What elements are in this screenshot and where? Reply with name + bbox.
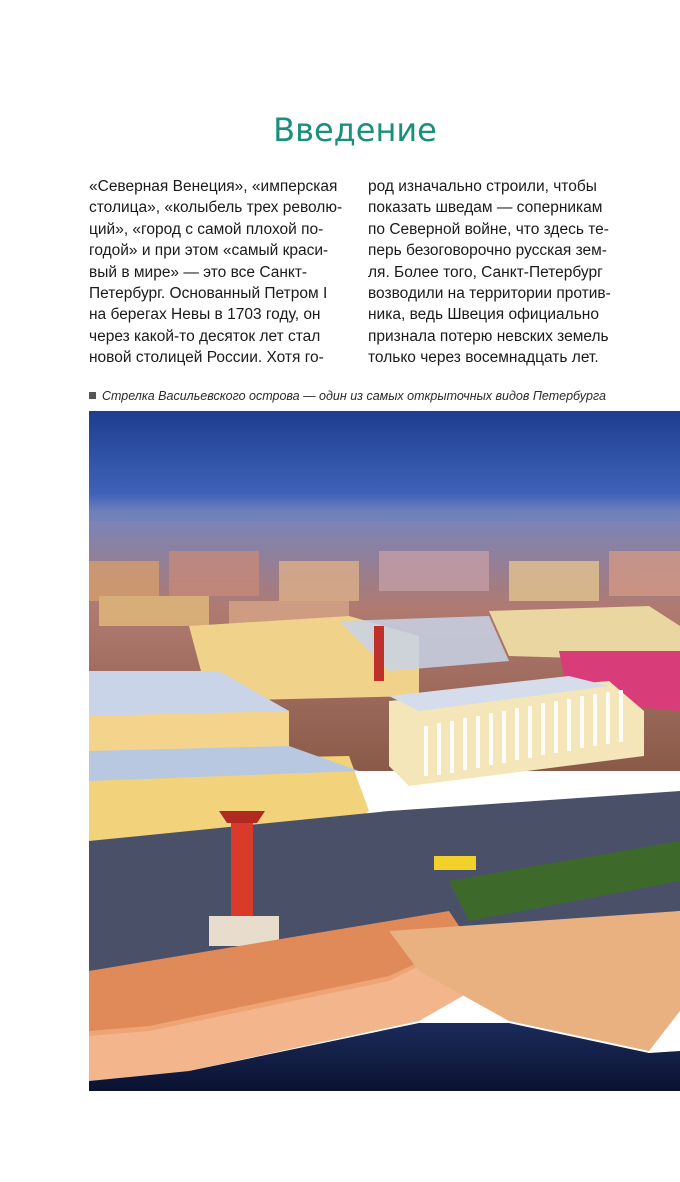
text-line: Петербург. Основанный Петром I [89,285,328,303]
text-line: ника, ведь Швеция официально [368,306,599,324]
text-line: род изначально строили, чтобы [368,178,597,195]
text-line: на берегах Невы в 1703 году, он [89,306,321,324]
text-line: признала потерю невских земель [368,327,609,345]
text-line: по Северной войне, что здесь те- [368,220,609,238]
text-line: ций», «город с самой плохой по- [89,220,324,238]
square-bullet-icon [89,392,96,399]
text-line: через какой-то десяток лет стал [89,327,321,345]
text-line: ля. Более того, Санкт-Петербург [368,263,603,281]
text-line: только через восемнадцать лет. [368,349,599,367]
text-line: перь безоговорочно русская зем- [368,242,607,260]
yellow-bus [434,856,476,870]
rostral-column [231,821,253,921]
text-line: показать шведам — соперникам [368,199,603,217]
photo-caption [89,388,680,404]
sky [89,411,680,521]
text-line: годой» и при этом «самый краси- [89,242,329,260]
text-line: «Северная Венеция», «имперская [89,178,338,195]
text-line: столица», «колыбель трех револю- [89,199,343,217]
text-line: новой столицей России. Хотя го- [89,349,324,367]
caption-text: Стрелка Васильевского острова — один из самых открыточных видов Петербурга [102,389,606,403]
text-column-right [368,176,620,369]
text-column-left [89,176,343,369]
text-line: вый в мире» — это все Санкт- [89,263,308,281]
aerial-city-illustration [89,411,680,1091]
page-title: Введение [273,111,437,149]
text-line: возводили на территории против- [368,285,611,303]
photo-strelka [89,411,680,1091]
